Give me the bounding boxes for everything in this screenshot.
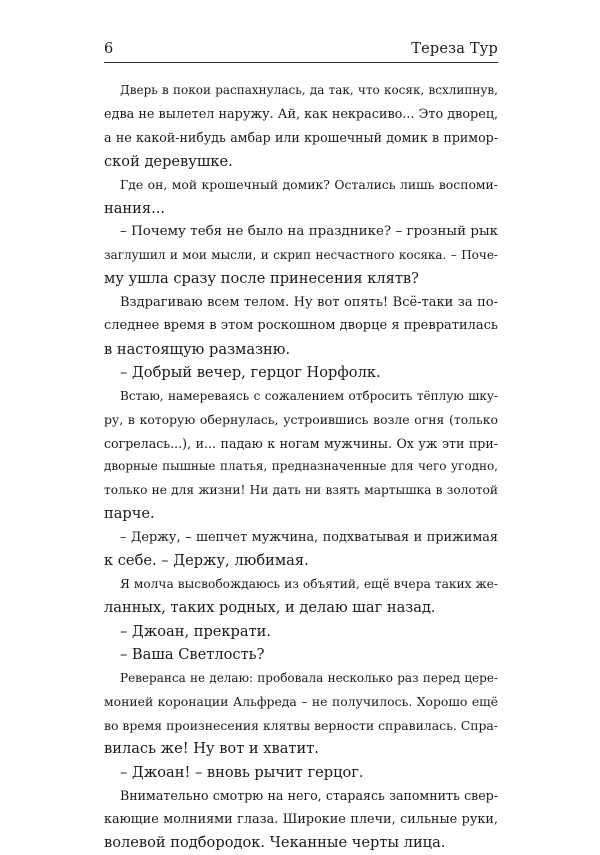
text-line: Я молча высвобождаюсь из объятий, ещё вчера таких же- (120, 576, 498, 591)
text-line: едва не вылетел наружу. Ай, как некрасиво... Это дворец, (104, 106, 498, 122)
text-line: – Ваша Светлость? (120, 646, 265, 663)
text-line: вилась же! Ну вот и хватит. (104, 740, 319, 757)
text-line: Внимательно смотрю на него, стараясь запомнить свер- (120, 788, 498, 803)
text-line: к себе. – Держу, любимая. (104, 552, 309, 569)
text-line: монией коронации Альфреда – не получилось. Хорошо ещё (104, 694, 498, 709)
running-title: Тереза Тур (411, 41, 498, 57)
text-line: в настоящую размазню. (104, 340, 291, 358)
text-line: заглушил и мои мысли, и скрип несчастного косяка. – Поче- (104, 247, 498, 262)
page-number: 6 (104, 41, 114, 57)
text-line: – Почему тебя не было на празднике? – грозный рык (120, 224, 498, 239)
text-line: – Держу, – шепчет мужчина, подхватывая и прижимая (120, 529, 498, 545)
text-line: – Джоан, прекрати. (120, 622, 272, 640)
text-line: Дверь в покои распахнулась, да так, что косяк, всхлипнув, (120, 83, 498, 97)
text-line: му ушла сразу после принесения клятв? (104, 270, 419, 287)
header-rule (104, 62, 498, 63)
text-line: согрелась...), и... падаю к ногам мужчины. Ох уж эти при- (104, 435, 498, 451)
text-line: нания... (104, 199, 166, 217)
text-line: кающие молниями глаза. Широкие плечи, сильные руки, (104, 811, 498, 827)
text-line: ру, в которую обернулась, устроившись возле огня (только (104, 412, 498, 427)
text-line: Вздрагиваю всем телом. Ну вот опять! Всё-таки за по- (120, 294, 498, 310)
text-line: – Джоан! – вновь рычит герцог. (120, 763, 364, 781)
text-line: ланных, таких родных, и делаю шаг назад. (104, 599, 436, 616)
text-line: во время произнесения клятвы верности справилась. Спра- (104, 717, 498, 733)
text-line: волевой подбородок. Чеканные черты лица. (104, 834, 446, 851)
page-header (104, 40, 498, 62)
text-line: Реверанса не делаю: пробовала несколько раз перед цере- (120, 670, 498, 685)
text-line: Встаю, намереваясь с сожалением отбросить тёплую шку- (120, 388, 498, 403)
text-line: только не для жизни! Ни дать ни взять мартышка в золотой (104, 482, 498, 497)
text-line: а не какой-нибудь амбар или крошечный домик в примор- (104, 130, 498, 145)
text-line: – Добрый вечер, герцог Норфолк. (120, 364, 381, 381)
body-text (104, 79, 498, 855)
text-line: парче. (104, 505, 155, 522)
text-line: дворные пышные платья, предназначенные для чего угодно, (104, 459, 498, 473)
text-line: ской деревушке. (104, 152, 233, 170)
text-line: следнее время в этом роскошном дворце я превратилась (104, 318, 498, 333)
text-line: Где он, мой крошечный домик? Остались лишь воспоми- (120, 177, 498, 192)
